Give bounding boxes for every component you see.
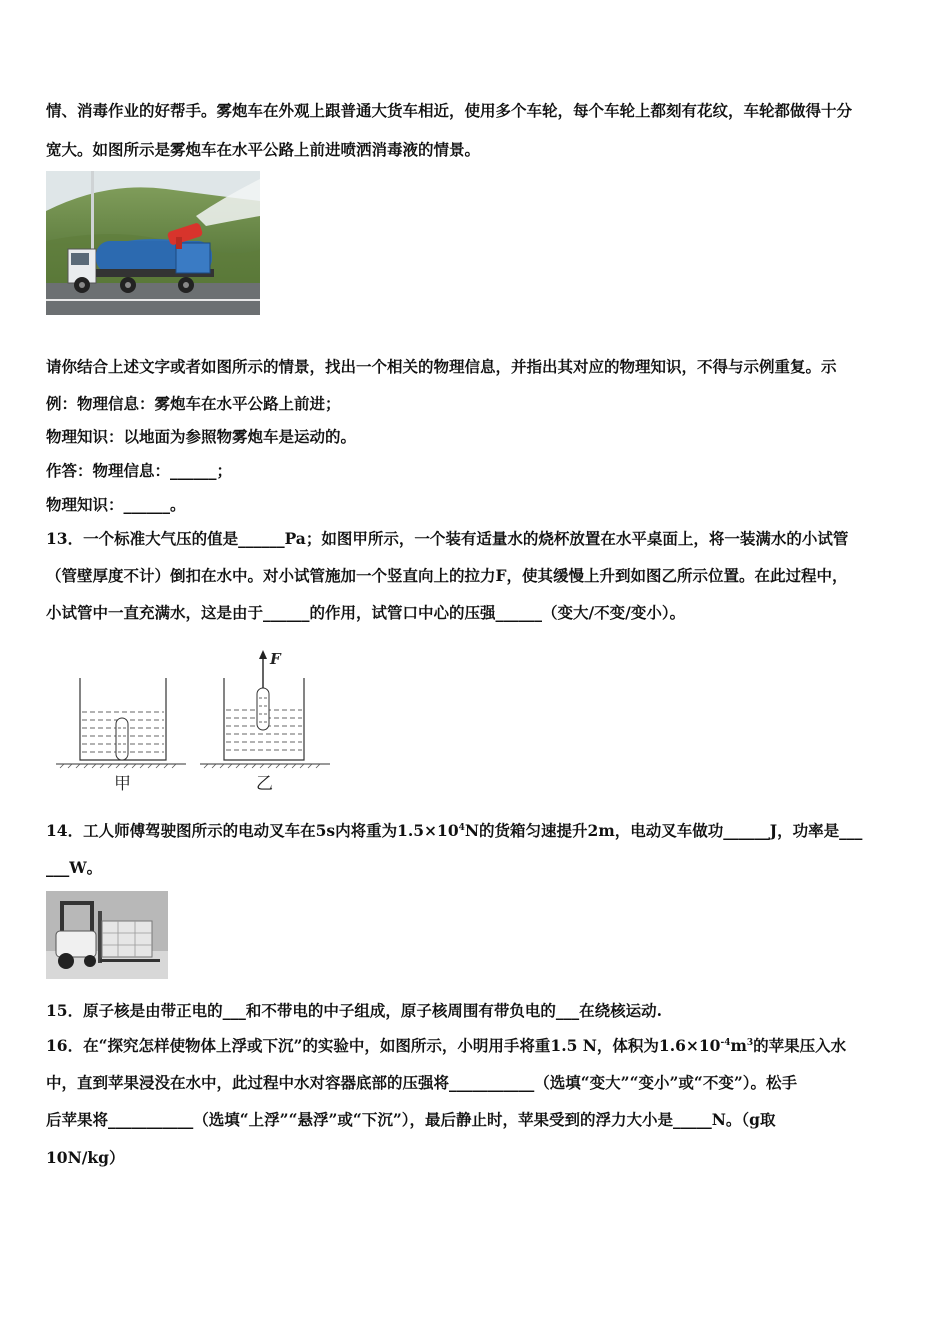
q12-answer-info: 作答：物理信息：______； — [46, 461, 233, 480]
beaker-diagram — [54, 648, 334, 798]
q12-example-knowledge: 物理知识：以地面为参照物雾炮车是运动的。 — [46, 427, 357, 446]
q12-example-info: 例：物理信息：雾炮车在水平公路上前进； — [46, 394, 341, 413]
q13-line-3: 小试管中一直充满水，这是由于______的作用，试管口中心的压强______（变大/不变/变小）。 — [46, 603, 686, 622]
q12-prompt: 请你结合上述文字或者如图所示的情景，找出一个相关的物理信息，并指出其对应的物理知识，不得与示例重复。示 — [46, 357, 837, 376]
intro-line-2: 宽大。如图所示是雾炮车在水平公路上前进喷洒消毒液的情景。 — [46, 140, 481, 159]
fig-label-a: 甲 — [114, 774, 131, 794]
forklift-photo — [46, 891, 168, 979]
fig-label-b: 乙 — [256, 774, 273, 794]
q16-line-4: 10N/kg） — [46, 1148, 125, 1167]
test-tube-a — [116, 718, 128, 760]
q16-line-3: 后苹果将___________（选填“上浮”“悬浮”或“下沉”），最后静止时，苹果受到的浮力大小是_____N。（g取 — [46, 1110, 776, 1129]
q12-answer-knowledge: 物理知识：______。 — [46, 495, 186, 514]
q16-line-1: 16．在“探究怎样使物体上浮或下沉”的实验中，如图所示，小明用手将重1.5 N，体积为$1.6\times 10^{-4}m^3$的苹果压入水 — [46, 1036, 847, 1055]
q14-line-2: ___W。 — [46, 858, 103, 877]
q14-line-1: 14．工人师傅驾驶图所示的电动叉车在5s内将重为$1.5\times 10^4N$的货箱匀速提升2m，电动叉车做功______J，功率是___ — [46, 821, 863, 840]
test-tube-b — [257, 688, 269, 730]
q15-line-1: 15．原子核是由带正电的___和不带电的中子组成，原子核周围有带负电的___在绕核运动. — [46, 1001, 662, 1020]
fog-cannon-truck-photo — [46, 171, 260, 315]
intro-line-1: 情、消毒作业的好帮手。雾炮车在外观上跟普通大货车相近，使用多个车轮，每个车轮上都刻有花纹，车轮都做得十分 — [46, 101, 853, 120]
q13-line-2: （管壁厚度不计）倒扣在水中。对小试管施加一个竖直向上的拉力F，使其缓慢上升到如图乙所示位置。在此过程中， — [46, 566, 848, 585]
q16-line-2: 中，直到苹果浸没在水中，此过程中水对容器底部的压强将___________（选填“变大”“变小”或“不变”）。松手 — [46, 1073, 797, 1092]
q13-line-1: 13．一个标准大气压的值是______Pa；如图甲所示，一个装有适量水的烧杯放置在水平桌面上，将一装满水的小试管 — [46, 529, 849, 548]
force-label: F — [270, 650, 281, 668]
